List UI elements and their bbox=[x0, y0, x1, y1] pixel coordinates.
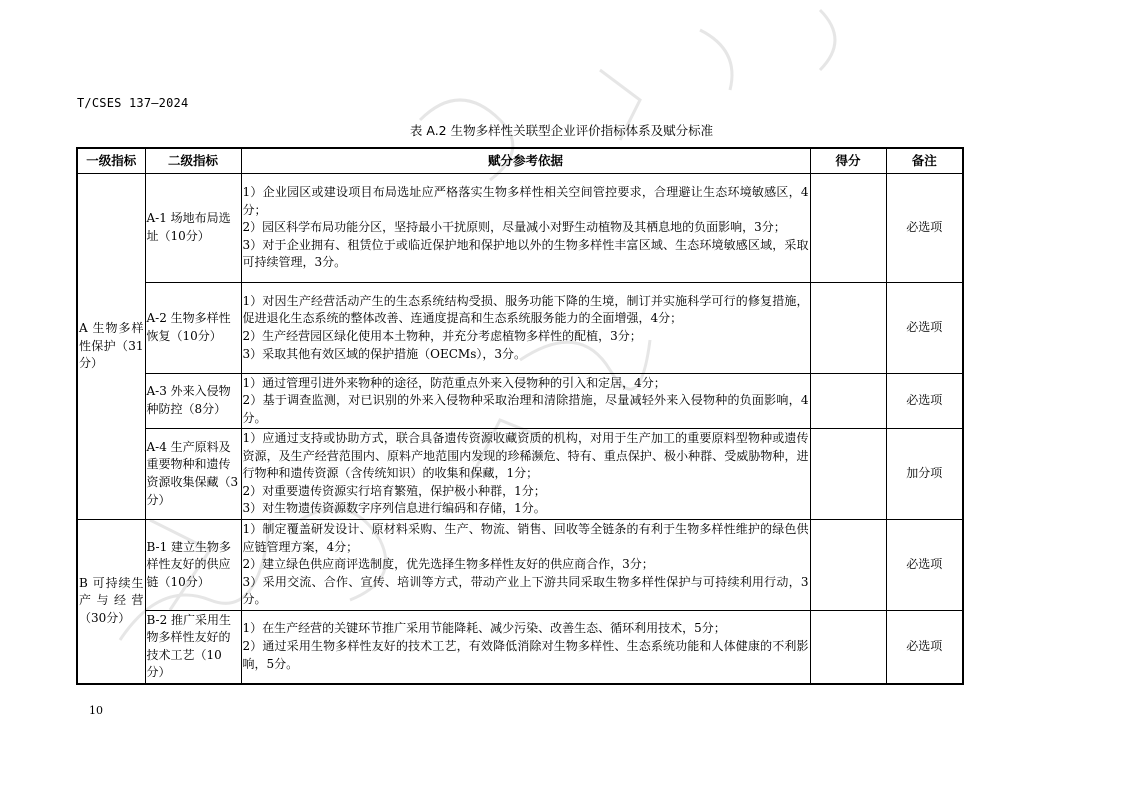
basis-item: 3）采取其他有效区域的保护措施（OECMs），3分。 bbox=[242, 346, 526, 361]
header-note: 备注 bbox=[886, 148, 963, 174]
table-title: 表 A.2 生物多样性关联型企业评价指标体系及赋分标准 bbox=[409, 123, 714, 138]
basis-item: 1）企业园区或建设项目布局选址应严格落实生物多样性相关空间管控要求，合理避让生态环境敏感区，4分； bbox=[242, 185, 809, 217]
evaluation-index-table bbox=[76, 147, 964, 685]
score-cell bbox=[810, 520, 886, 611]
score-cell bbox=[810, 429, 886, 520]
score-cell bbox=[810, 611, 886, 684]
basis-item: 1）应通过支持或协助方式，联合具备遗传资源收藏资质的机构，对用于生产加工的重要原料型物种或遗传资源，及生产经营范围内、原料产地范围内发现的珍稀濒危、特有、重点保护、极小种群、受威胁物种，进行物种和遗传资源（含传统知识）的收集和保藏，1分； bbox=[242, 431, 809, 481]
basis-cell bbox=[241, 520, 810, 611]
note-cell: 必选项 bbox=[886, 520, 963, 611]
table-row bbox=[77, 429, 963, 520]
note-cell: 必选项 bbox=[886, 174, 963, 283]
header-level2: 二级指标 bbox=[145, 148, 241, 174]
level1-cell-b: B 可持续生产与经营（30分） bbox=[77, 520, 145, 684]
basis-item: 2）基于调查监测，对已识别的外来入侵物种采取治理和清除措施，尽量减轻外来入侵物种的负面影响，4分。 bbox=[242, 393, 809, 425]
note-cell: 必选项 bbox=[886, 283, 963, 374]
header-score: 得分 bbox=[810, 148, 886, 174]
basis-cell bbox=[241, 611, 810, 684]
level1-cell-a: A 生物多样性保护（31分） bbox=[77, 174, 145, 520]
level2-cell: A-1 场地布局选址（10分） bbox=[145, 174, 241, 283]
basis-item: 2）建立绿色供应商评选制度，优先选择生物多样性友好的供应商合作，3分； bbox=[242, 557, 654, 572]
level2-cell: A-4 生产原料及重要物种和遗传资源收集保藏（3分） bbox=[145, 429, 241, 520]
table-row bbox=[77, 611, 963, 684]
header-basis: 赋分参考依据 bbox=[241, 148, 810, 174]
basis-item: 2）园区科学布局功能分区，坚持最小干扰原则，尽量减小对野生动植物及其栖息地的负面影响，3分； bbox=[242, 220, 786, 235]
page-number: 10 bbox=[89, 704, 103, 717]
table-row bbox=[77, 520, 963, 611]
score-cell bbox=[810, 283, 886, 374]
note-cell: 必选项 bbox=[886, 374, 963, 429]
table-row bbox=[77, 174, 963, 283]
basis-cell bbox=[241, 374, 810, 429]
level2-cell: A-2 生物多样性恢复（10分） bbox=[145, 283, 241, 374]
table-header-row bbox=[77, 148, 963, 174]
level2-cell: B-1 建立生物多样性友好的供应链（10分） bbox=[145, 520, 241, 611]
table-row bbox=[77, 374, 963, 429]
score-cell bbox=[810, 174, 886, 283]
score-cell bbox=[810, 374, 886, 429]
document-code: T/CSES 137—2024 bbox=[77, 96, 189, 110]
basis-cell bbox=[241, 174, 810, 283]
basis-item: 2）对重要遗传资源实行培育繁殖，保护极小种群，1分； bbox=[242, 483, 546, 498]
basis-cell bbox=[241, 429, 810, 520]
basis-item: 1）制定覆盖研发设计、原材料采购、生产、物流、销售、回收等全链条的有利于生物多样性维护的绿色供应链管理方案，4分； bbox=[242, 522, 809, 554]
note-cell: 加分项 bbox=[886, 429, 963, 520]
table-row bbox=[77, 283, 963, 374]
basis-item: 3）对生物遗传资源数字序列信息进行编码和存储，1分。 bbox=[242, 501, 546, 516]
basis-item: 1）对因生产经营活动产生的生态系统结构受损、服务功能下降的生境，制订并实施科学可行的修复措施，促进退化生态系统的整体改善、连通度提高和生态系统服务能力的全面增强，4分； bbox=[242, 293, 809, 326]
basis-item: 3）采用交流、合作、宣传、培训等方式，带动产业上下游共同采取生物多样性保护与可持续利用行动，3分。 bbox=[242, 574, 809, 607]
level2-cell: A-3 外来入侵物种防控（8分） bbox=[145, 374, 241, 429]
basis-item: 3）对于企业拥有、租赁位于或临近保护地和保护地以外的生物多样性丰富区域、生态环境敏感区域，采取可持续管理，3分。 bbox=[242, 237, 809, 270]
note-cell: 必选项 bbox=[886, 611, 963, 684]
basis-item: 1）通过管理引进外来物种的途径，防范重点外来入侵物种的引入和定居，4分； bbox=[242, 375, 666, 390]
basis-item: 1）在生产经营的关键环节推广采用节能降耗、减少污染、改善生态、循环利用技术，5分； bbox=[242, 621, 726, 636]
level2-cell: B-2 推广采用生物多样性友好的技术工艺（10分） bbox=[145, 611, 241, 684]
basis-cell bbox=[241, 283, 810, 374]
header-level1: 一级指标 bbox=[77, 148, 145, 174]
basis-item: 2）生产经营园区绿化使用本土物种，并充分考虑植物多样性的配植，3分； bbox=[242, 329, 642, 343]
basis-item: 2）通过采用生物多样性友好的技术工艺，有效降低消除对生物多样性、生态系统功能和人体健康的不利影响，5分。 bbox=[242, 638, 809, 671]
